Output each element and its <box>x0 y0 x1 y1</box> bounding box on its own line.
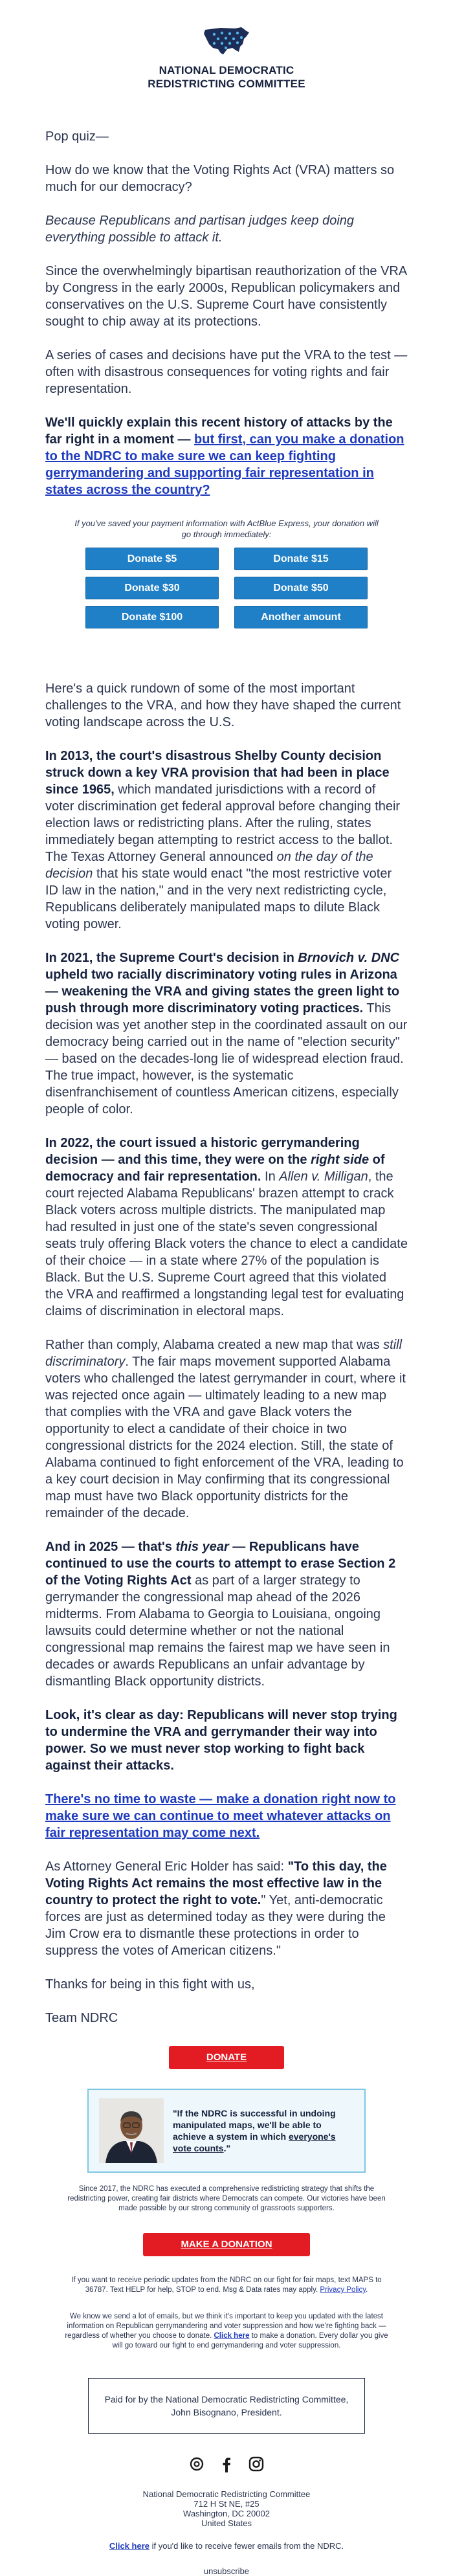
paragraph-2021 <box>45 949 408 1118</box>
p2022-bold-b: of democracy and fair representation. <box>45 1153 385 1184</box>
p2022-italic: Allen v. Milligan <box>279 1170 368 1184</box>
p2021-rest: This decision was yet another step in the coordinated assault on our democracy being carried out in the name of "election security" — based on the decades-long lie of widespread election fraud. The true impact, however, is the systematic disenfranchisement of countless American citizens, especially people of color. <box>45 1001 408 1116</box>
donate-15-button[interactable]: Donate $15 <box>234 548 368 570</box>
p2022-bold-a: In 2022, the court issued a historic gerrymandering decision — and this time, they were on the <box>45 1136 360 1167</box>
paragraph-rundown: Here's a quick rundown of some of the most important challenges to the VRA, and how they have shaped the current voting landscape across the U.S. <box>45 682 401 729</box>
sms-note <box>65 2276 388 2295</box>
p2021-bold-b: upheld two racially discriminatory voting rules in Arizona — weakening the VRA and giving states the green light to push through more discriminatory voting practices. <box>45 968 400 1016</box>
privacy-policy-link[interactable]: Privacy Policy <box>320 2286 366 2294</box>
quote-box <box>87 2089 366 2173</box>
paragraph-thanks: Thanks for being in this fight with us, <box>45 1977 255 1992</box>
donate-100-button[interactable]: Donate $100 <box>85 606 219 628</box>
paragraph-alabama <box>45 1337 408 1522</box>
instagram-icon[interactable] <box>248 2456 265 2472</box>
p2022-bold-italic: right side <box>311 1153 370 1167</box>
email-note <box>65 2312 388 2351</box>
paragraph-ask <box>45 414 408 498</box>
paragraph-cases: A series of cases and decisions have put the VRA to the test — often with disastrous consequences for voting rights and fair representation. <box>45 348 408 396</box>
paragraph-holder <box>45 1858 408 1959</box>
fewer-emails-line <box>0 2541 453 2551</box>
ask-bold: We'll quickly explain this recent history of attacks by the far right in a moment — <box>45 416 393 447</box>
address-line3: Washington, DC 20002 <box>183 2509 270 2518</box>
p2025-bold-b: — Republicans have continued to use the courts to attempt to erase Section 2 of the Voting Rights Act <box>45 1540 396 1588</box>
address-line1: National Democratic Redistricting Committee <box>142 2489 311 2499</box>
actblue-note: If you've saved your payment information with ActBlue Express, your donation will go through immediately: <box>74 518 379 539</box>
p2021-bold-italic: Brnovich v. DNC <box>298 951 400 965</box>
holder-text-b: " Yet, anti-democratic forces are just as determined today as they were during the Jim Crow era to dismantle these protections in order to suppress the votes of American citizens." <box>45 1893 386 1958</box>
us-map-stars-icon <box>201 25 252 58</box>
donate-button[interactable]: DONATE <box>169 2046 284 2069</box>
paragraph-question: How do we know that the Voting Rights Act (VRA) matters so much for our democracy? <box>45 163 395 194</box>
org-name-line2: REDISTRICTING COMMITTEE <box>148 78 305 90</box>
fewer-emails-text: if you'd like to receive fewer emails from the NDRC. <box>149 2541 344 2551</box>
donate-30-button[interactable]: Donate $30 <box>85 577 219 599</box>
paragraph-2025 <box>45 1538 408 1690</box>
donate-now-link[interactable]: There's no time to waste — make a donation right now to make sure we can continue to meet whatever attacks on fair representation may come next. <box>45 1792 396 1840</box>
holder-text-a: As Attorney General Eric Holder has said: <box>45 1860 288 1874</box>
donate-50-button[interactable]: Donate $50 <box>234 577 368 599</box>
make-donation-button[interactable]: MAKE A DONATION <box>143 2233 310 2256</box>
mailing-address <box>0 2489 453 2528</box>
click-here-donate-link[interactable]: Click here <box>214 2332 250 2340</box>
org-name-line1: NATIONAL DEMOCRATIC <box>159 64 294 76</box>
donate-button-grid <box>0 548 453 628</box>
address-line4: United States <box>201 2518 252 2528</box>
alabama-italic: still discriminatory <box>45 1338 403 1369</box>
quote-text-underlined: everyone's vote counts <box>173 2131 336 2153</box>
paragraph-2013 <box>45 748 408 933</box>
paragraph-history: Since the overwhelmingly bipartisan reauthorization of the VRA by Congress in the early 2000s, Republican policymakers and conservatives on the U.S. Supreme Court have consistently sought to chip away at its protections. <box>45 264 407 329</box>
p2021-bold-a: In 2021, the Supreme Court's decision in <box>45 951 298 965</box>
p2025-bold-italic: this year <box>175 1540 229 1554</box>
donation-link[interactable]: but first, can you make a donation to the NDRC to make sure we can keep fighting gerrymandering and supporting fair representation in states across the country? <box>45 432 404 497</box>
threads-icon[interactable] <box>188 2456 205 2472</box>
p2025-rest: as part of a larger strategy to gerrymander the congressional map ahead of the 2026 midterms. From Alabama to Georgia to Louisiana, ongoing lawsuits could determine whether or not the national congressional map remains the fairest map we have seen in decades or awards Republicans an unfair advantage by dismantling Black opportunity districts. <box>45 1573 390 1689</box>
org-name <box>0 63 453 91</box>
quote-text-a: "If the NDRC is successful in undoing manipulated maps, we'll be able to achieve a system in which <box>173 2108 336 2142</box>
paragraph-greeting: Pop quiz— <box>45 129 109 144</box>
fewer-emails-link[interactable]: Click here <box>109 2541 149 2551</box>
social-links <box>0 2456 453 2472</box>
paragraph-clear: Look, it's clear as day: Republicans will never stop trying to undermine the VRA and gerrymander their way into power. So we must never stop working to fight back against their attacks. <box>45 1708 397 1773</box>
email-note-a: We know we send a lot of emails, but we think it's important to keep you updated with the latest information on Republican gerrymandering and voter suppression and how we're fighting back — regardless of whether you choose to donate. <box>65 2313 386 2340</box>
email-body-continued <box>0 680 453 2026</box>
email-note-b: to make a donation. Every dollar you give will go toward our fight to end gerrymandering and voter suppression. <box>112 2332 388 2349</box>
since-note: Since 2017, the NDRC has executed a comprehensive redistricting strategy that shifts the redistricting power, creating fair districts where Democrats can compete. Our victories have been made possible by our strong community of grassroots supporters. <box>67 2185 386 2212</box>
alabama-text-a: Rather than comply, Alabama created a new map that was <box>45 1338 384 1352</box>
p2022-text-b: , the court rejected Alabama Republicans' brazen attempt to crack Black voters across multiple districts. The manipulated map had resulted in just one of the state's seven congressional seats truly offering Black voters the chance to elect a candidate of their choice — in a state where 27% of the population is Black. But the U.S. Supreme Court agreed that this violated the VRA and reaffirmed a longstanding legal test for evaluating claims of discrimination in electoral maps. <box>45 1170 408 1318</box>
p2013-italic: on the day of the decision <box>45 850 373 881</box>
eric-holder-portrait-icon <box>99 2098 164 2163</box>
signature: Team NDRC <box>45 2011 118 2025</box>
sms-note-a: If you want to receive periodic updates from the NDRC on our fight for fair maps, text MAPS to 36787. Text HELP for help, STOP to end. Msg & Data rates may apply. <box>71 2276 382 2294</box>
holder-quote: "To this day, the Voting Rights Act remains the most effective law in the country to protect the right to vote. <box>45 1860 387 1907</box>
alabama-text-b: . The fair maps movement supported Alabama voters who challenged the latest gerrymander in court, where it was rejected once again — ultimately leading to a new map that complies with the VRA and gave Black voters the opportunity to elect a candidate of their choice in two congressional districts for the 2024 election. Still, the state of Alabama continued to fight enforcement of the VRA, leading to a key court decision in May confirming that its congressional map must have two Black opportunity districts for the remainder of the decade. <box>45 1355 406 1520</box>
paragraph-2022 <box>45 1135 408 1320</box>
paragraph-answer: Because Republicans and partisan judges keep doing everything possible to attack it. <box>45 214 355 245</box>
paragraph-no-time <box>45 1791 408 1841</box>
another-amount-button[interactable]: Another amount <box>234 606 368 628</box>
facebook-icon[interactable] <box>218 2456 235 2472</box>
donate-5-button[interactable]: Donate $5 <box>85 548 219 570</box>
sms-note-b: . <box>366 2286 368 2294</box>
paid-for-box: Paid for by the National Democratic Redistricting Committee, John Bisognano, President. <box>88 2378 365 2434</box>
address-line2: 712 H St NE, #25 <box>193 2499 260 2509</box>
p2025-bold-a: And in 2025 — that's <box>45 1540 176 1554</box>
p2013-text-b: that his state would enact "the most restrictive voter ID law in the nation," and in the very next redistricting cycle, Republicans deliberately manipulated maps to dilute Black voting power. <box>45 867 392 931</box>
quote-text <box>173 2107 354 2154</box>
unsubscribe-link[interactable]: unsubscribe <box>203 2566 250 2576</box>
email-body <box>0 128 453 498</box>
p2022-text-a: In <box>261 1170 280 1184</box>
quote-text-b: ." <box>223 2143 231 2153</box>
p2013-bold: In 2013, the court's disastrous Shelby County decision struck down a key VRA provision that had been in place since 1965, <box>45 749 390 797</box>
p2013-text-a: which mandated jurisdictions with a record of voter discrimination get federal approval before changing their election laws or redistricting plans. After the ruling, states immediately began attempting to restrict access to the ballot. The Texas Attorney General announced <box>45 783 401 864</box>
header <box>0 0 453 91</box>
